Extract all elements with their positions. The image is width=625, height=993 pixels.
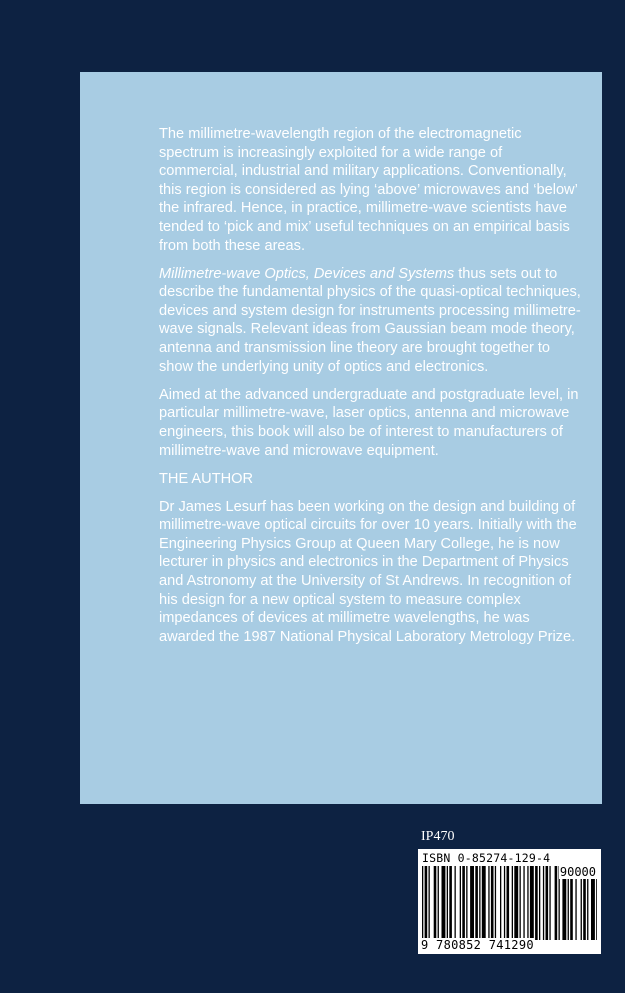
ip-code: IP470 — [421, 829, 455, 844]
price-code: 90000 — [559, 865, 596, 879]
ean-digits: 9 780852 741290 — [421, 938, 534, 952]
barcode-bar — [549, 866, 550, 940]
blurb-panel — [80, 72, 602, 804]
barcode-bar — [449, 866, 452, 940]
barcode-bar — [512, 866, 513, 940]
barcode-bar — [434, 866, 437, 940]
barcode-bar — [530, 866, 534, 940]
barcode-bar — [422, 866, 423, 940]
barcode-bar — [475, 866, 478, 940]
barcode-bar — [462, 866, 465, 940]
author-heading: THE AUTHOR — [159, 470, 254, 487]
barcode-bar — [466, 866, 467, 940]
author-bio: Dr James Lesurf has been working on the design and building of millimetre-wave optical circuits for over 10 years. Initially with the Engineering Physics Group at Queen Mary College, he is now lecturer in physics and electronics in the Department of Physics and Astronomy at the University of St Andrews. In recognition of his design for a new optical system to measure complex impedances of devices at millimetre wavelengths, he was awarded the 1987 National Physical Laboratory Metrology Prize. — [159, 498, 577, 645]
barcode-bar — [447, 866, 448, 940]
barcode-bar — [442, 866, 446, 940]
isbn-text: ISBN 0-85274-129-4 — [422, 851, 551, 865]
barcode-bar — [479, 866, 480, 940]
barcode-bar — [488, 866, 489, 940]
blurb-paragraph-2 — [159, 265, 584, 377]
barcode-bar — [546, 866, 549, 940]
barcode-bar — [520, 866, 521, 940]
blurb-paragraph-1: The millimetre-wavelength region of the electromagnetic spectrum is increasingly exploited for a wide range of commercial, industrial and military applications. Conventionally, this region is considered as lying ‘above’ microwaves and ‘below’ the infrared. Hence, in practice, millimetre-wave scientists have tended to ‘pick and mix’ useful techniques on an empirical basis from both these areas. — [159, 126, 578, 254]
barcode-bar — [555, 866, 558, 940]
barcode-bar — [543, 866, 544, 940]
barcode-bar — [438, 866, 439, 940]
barcode-bar — [539, 866, 540, 940]
barcode-bar — [527, 866, 528, 940]
barcode-bar — [507, 866, 510, 940]
barcode-bar — [429, 866, 430, 940]
barcode-bar — [523, 866, 524, 940]
barcode — [418, 849, 601, 954]
barcode-bar — [470, 866, 474, 940]
book-title: Millimetre-wave Optics, Devices and Systems — [159, 265, 455, 282]
blurb-paragraph-3: Aimed at the advanced undergraduate and postgraduate level, in particular millimetre-wave, laser optics, antenna and microwave engineers, this book will also be of interest to manufacturers of millimetre-wave and microwave equipment. — [159, 386, 579, 459]
barcode-bar — [455, 866, 456, 940]
barcode-bar — [425, 866, 428, 940]
barcode-bar — [495, 866, 496, 940]
barcode-bar — [460, 866, 461, 940]
barcode-bar — [482, 866, 486, 940]
blurb-paragraph-2-rest: thus sets out to describe the fundamental physics of the quasi-optical techniques, devices and system design for instruments processing millimetre-wave signals. Relevant ideas from Gaussian beam mode theory, antenna and transmission line theory are brought together to show the underlying unity of optics and electronics. — [159, 265, 581, 375]
barcode-bar — [504, 866, 505, 940]
blurb-text — [159, 125, 584, 656]
barcode-bar — [514, 866, 518, 940]
barcode-bar — [535, 866, 538, 940]
barcode-bar — [500, 866, 501, 940]
barcode-bar — [491, 866, 494, 940]
